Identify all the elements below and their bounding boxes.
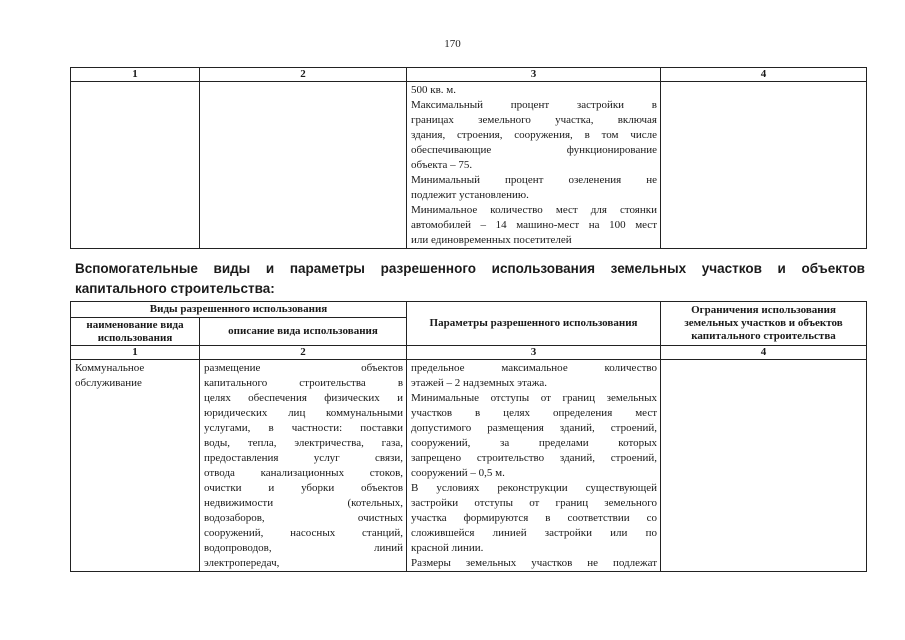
header-parameters: Параметры разрешенного использования [407,302,661,346]
description-line: отвода канализационных стоков, [204,467,404,479]
description-line: предоставления услуг связи, [204,452,404,464]
description-line: целях обеспечения физических и [204,392,404,404]
section-heading [75,259,865,299]
parameter-line: сложившейся линией застройки или по [411,527,658,539]
description-line: водопроводов, линий [204,542,404,554]
parameters-cell [407,82,661,249]
parameter-line: В условиях реконструкции существующей [411,482,658,494]
description-line: юридических лиц коммунальными [204,407,404,419]
column-number-row [71,346,867,360]
parameter-line: Минимальный процент озеленения не [411,174,657,186]
parameter-line: здания, строения, сооружения, в том числе [411,129,657,141]
parameter-line: застройки отступы от границ земельного [411,497,658,509]
restrictions-cell [661,82,867,249]
parameter-line: этажей – 2 надземных этажа. [411,377,548,389]
column-number: 2 [200,346,407,360]
parameter-line: Минимальное количество мест для стоянки [411,204,657,216]
parameter-line: участка формируются в соответствии со [411,512,658,524]
description-line: очистки и уборки объектов [204,482,404,494]
parameter-line: автомобилей – 14 машино-мест на 100 мест [411,219,657,231]
description-line: размещение объектов [204,362,404,374]
parameter-line: Минимальные отступы от границ земельных [411,392,658,404]
parameter-line: объекта – 75. [411,159,473,171]
description-line: услугами, в частности: поставки [204,422,404,434]
parameter-line: сооружений, за пределами которых [411,437,658,449]
parameter-line: предельное максимальное количество [411,362,658,374]
auxiliary-uses-table [70,301,867,572]
parameter-line: 500 кв. м. [411,84,456,96]
parameter-line: Размеры земельных участков не подлежат [411,557,658,569]
parameter-line: границах земельного участка, включая [411,114,657,126]
header-restrictions: Ограничения использования земельных участков и объектов капитального строительства [661,302,867,346]
table-row [71,82,867,249]
column-number-row [71,68,867,82]
parameter-line: участков в целях определения мест [411,407,658,419]
use-description-cell [200,360,407,572]
header-use-name: наименование вида использования [71,318,200,346]
column-number: 4 [661,346,867,360]
parameter-line: или единовременных посетителей [411,234,572,246]
parameter-line: подлежит установлению. [411,189,529,201]
parameter-line: красной линии. [411,542,484,554]
parameter-line: обеспечивающие функционирование [411,144,657,156]
parameter-line: Максимальный процент застройки в [411,99,657,111]
restrictions-cell [661,360,867,572]
description-line: воды, тепла, электричества, газа, [204,437,404,449]
description-line: электропередач, [204,557,280,569]
parameters-cell [407,360,661,572]
description-line: недвижимости (котельных, [204,497,404,509]
column-number: 3 [407,68,661,82]
description-cell [200,82,407,249]
header-use-description: описание вида использования [200,318,407,346]
parameter-line: запрещено строительство зданий, строений, [411,452,658,464]
column-number: 1 [71,68,200,82]
name-cell [71,82,200,249]
column-number: 4 [661,68,867,82]
table-row [71,360,867,572]
page-number: 170 [444,38,461,50]
description-line: сооружений, насосных станций, [204,527,404,539]
header-uses-group: Виды разрешенного использования [71,302,407,318]
parameter-line: допустимого размещения зданий, строений, [411,422,658,434]
parameter-line: сооружений – 0,5 м. [411,467,505,479]
column-number: 3 [407,346,661,360]
section-heading-line: Вспомогательные виды и параметры разрешенного использования земельных участков и объектов [75,261,865,276]
description-line: водозаборов, очистных [204,512,404,524]
column-number: 2 [200,68,407,82]
continuation-table [70,67,867,249]
use-name-cell [71,360,200,572]
section-heading-line: капитального строительства: [75,281,275,296]
use-name: Коммунальное обслуживание [75,362,145,389]
column-number: 1 [71,346,200,360]
description-line: капитального строительства в [204,377,404,389]
